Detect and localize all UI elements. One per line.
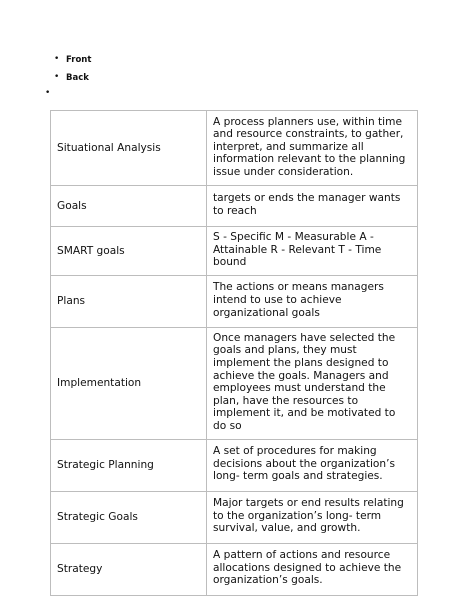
- term-cell: Goals: [51, 186, 207, 227]
- table-row: [51, 186, 418, 227]
- table-row: [51, 227, 418, 276]
- bullet-dot: •: [54, 72, 60, 82]
- definition-cell: A set of procedures for making decisions about the organization’s long- term goals and strategies.: [207, 439, 418, 491]
- table-row: [51, 275, 418, 327]
- definition-cell: Major targets or end results relating to the organization’s long- term survival, value, and growth.: [207, 491, 418, 543]
- table-row: [51, 543, 418, 595]
- definition-cell: S - Specific M - Measurable A - Attainable R - Relevant T - Time bound: [207, 227, 418, 276]
- term-cell: Strategic Planning: [51, 439, 207, 491]
- definition-cell: Once managers have selected the goals and plans, they must implement the plans designed to achieve the goals. Managers and employees must understand the plan, have the resources to implement it, and be motivated to do so: [207, 327, 418, 439]
- table-row: [51, 327, 418, 439]
- bullet-label: Back: [66, 73, 89, 83]
- table-row: [51, 111, 418, 186]
- definition-cell: A pattern of actions and resource allocations designed to achieve the organization’s goals.: [207, 543, 418, 595]
- definition-cell: A process planners use, within time and resource constraints, to gather, interpret, and summarize all information relevant to the planning issue under consideration.: [207, 111, 418, 186]
- definition-cell: targets or ends the manager wants to reach: [207, 186, 418, 227]
- term-cell: SMART goals: [51, 227, 207, 276]
- term-cell: Plans: [51, 275, 207, 327]
- term-cell: Strategy: [51, 543, 207, 595]
- definition-cell: The actions or means managers intend to use to achieve organizational goals: [207, 275, 418, 327]
- bullet-dot: •: [54, 54, 60, 64]
- stray-bullet-dot: •: [45, 88, 51, 98]
- terms-table: [50, 110, 418, 596]
- bullet-label: Front: [66, 55, 92, 65]
- bullet-item-front: [54, 54, 92, 65]
- table-row: [51, 491, 418, 543]
- term-cell: Implementation: [51, 327, 207, 439]
- bullet-item-back: [54, 72, 89, 83]
- term-cell: Situational Analysis: [51, 111, 207, 186]
- table-row: [51, 439, 418, 491]
- term-cell: Strategic Goals: [51, 491, 207, 543]
